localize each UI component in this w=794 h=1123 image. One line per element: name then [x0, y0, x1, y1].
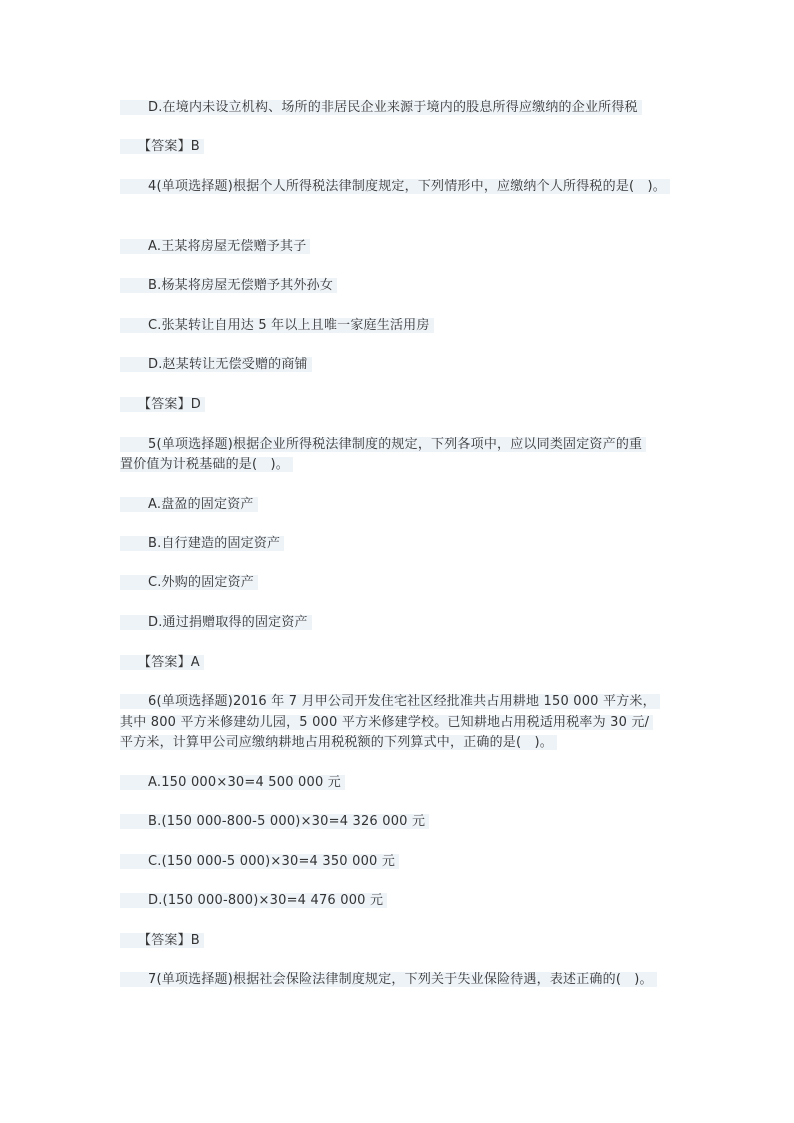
q4-option-a-text: A.王某将房屋无偿赠予其子	[148, 239, 307, 254]
q4-answer-text: 【答案】D	[138, 397, 202, 412]
q6-answer-text: 【答案】B	[138, 933, 200, 948]
q5-option-a-text: A.盘盈的固定资产	[148, 497, 254, 512]
q6-option-b	[120, 812, 429, 831]
q6-option-c-text: C.(150 000-5 000)×30=4 350 000 元	[148, 854, 396, 869]
q4-option-d	[120, 355, 312, 374]
q3-option-d-text: D.在境内未设立机构、场所的非居民企业来源于境内的股息所得应缴纳的企业所得税	[148, 100, 638, 115]
q7-stem	[120, 970, 657, 989]
q6-option-a	[120, 773, 345, 792]
q5-option-c-text: C.外购的固定资产	[148, 575, 255, 590]
q5-option-b-text: B.自行建造的固定资产	[148, 536, 281, 551]
q3-answer	[120, 137, 204, 156]
q6-stem-line1	[120, 692, 660, 711]
q5-option-a	[120, 495, 258, 514]
q4-option-b	[120, 276, 337, 295]
q6-option-d	[120, 891, 387, 910]
q4-option-c	[120, 316, 434, 335]
q5-stem-line1	[120, 435, 646, 454]
q5-stem-line2	[120, 455, 293, 474]
q5-option-c	[120, 573, 258, 592]
q4-option-b-text: B.杨某将房屋无偿赠予其外孙女	[148, 278, 334, 293]
q5-stem-line2-text: 置价值为计税基础的是( )。	[120, 457, 289, 472]
q5-answer	[120, 653, 204, 672]
q4-option-a	[120, 237, 310, 256]
q4-stem-text: 4(单项选择题)根据个人所得税法律制度规定，下列情形中，应缴纳个人所得税的是( )。	[148, 179, 666, 194]
q3-option-d	[120, 98, 642, 117]
q6-stem-line2	[120, 713, 653, 732]
q6-stem-line2-text: 其中 800 平方米修建幼儿园，5 000 平方米修建学校。已知耕地占用税适用税率为 30 元/	[120, 715, 650, 730]
q3-answer-text: 【答案】B	[138, 139, 200, 154]
q6-option-a-text: A.150 000×30=4 500 000 元	[148, 775, 341, 790]
q7-stem-text: 7(单项选择题)根据社会保险法律制度规定，下列关于失业保险待遇，表述正确的( )。	[148, 972, 653, 987]
q6-stem-line3-text: 平方米，计算甲公司应缴纳耕地占用税税额的下列算式中，正确的是( )。	[120, 735, 553, 750]
q5-option-d	[120, 613, 312, 632]
q5-answer-text: 【答案】A	[138, 655, 200, 670]
q4-option-d-text: D.赵某转让无偿受赠的商铺	[148, 357, 308, 372]
q4-stem	[120, 177, 670, 196]
q6-option-d-text: D.(150 000-800)×30=4 476 000 元	[148, 893, 384, 908]
q5-stem-line1-text: 5(单项选择题)根据企业所得税法律制度的规定，下列各项中，应以同类固定资产的重	[148, 437, 643, 452]
q6-option-b-text: B.(150 000-800-5 000)×30=4 326 000 元	[148, 814, 426, 829]
q6-stem-line3	[120, 733, 557, 752]
q4-answer	[120, 395, 205, 414]
q5-option-d-text: D.通过捐赠取得的固定资产	[148, 615, 308, 630]
q6-stem-line1-text: 6(单项选择题)2016 年 7 月甲公司开发住宅社区经批准共占用耕地 150 000 平方米，	[148, 694, 656, 709]
q6-option-c	[120, 852, 399, 871]
q5-option-b	[120, 534, 284, 553]
q4-option-c-text: C.张某转让自用达 5 年以上且唯一家庭生活用房	[148, 318, 430, 333]
q6-answer	[120, 931, 204, 950]
